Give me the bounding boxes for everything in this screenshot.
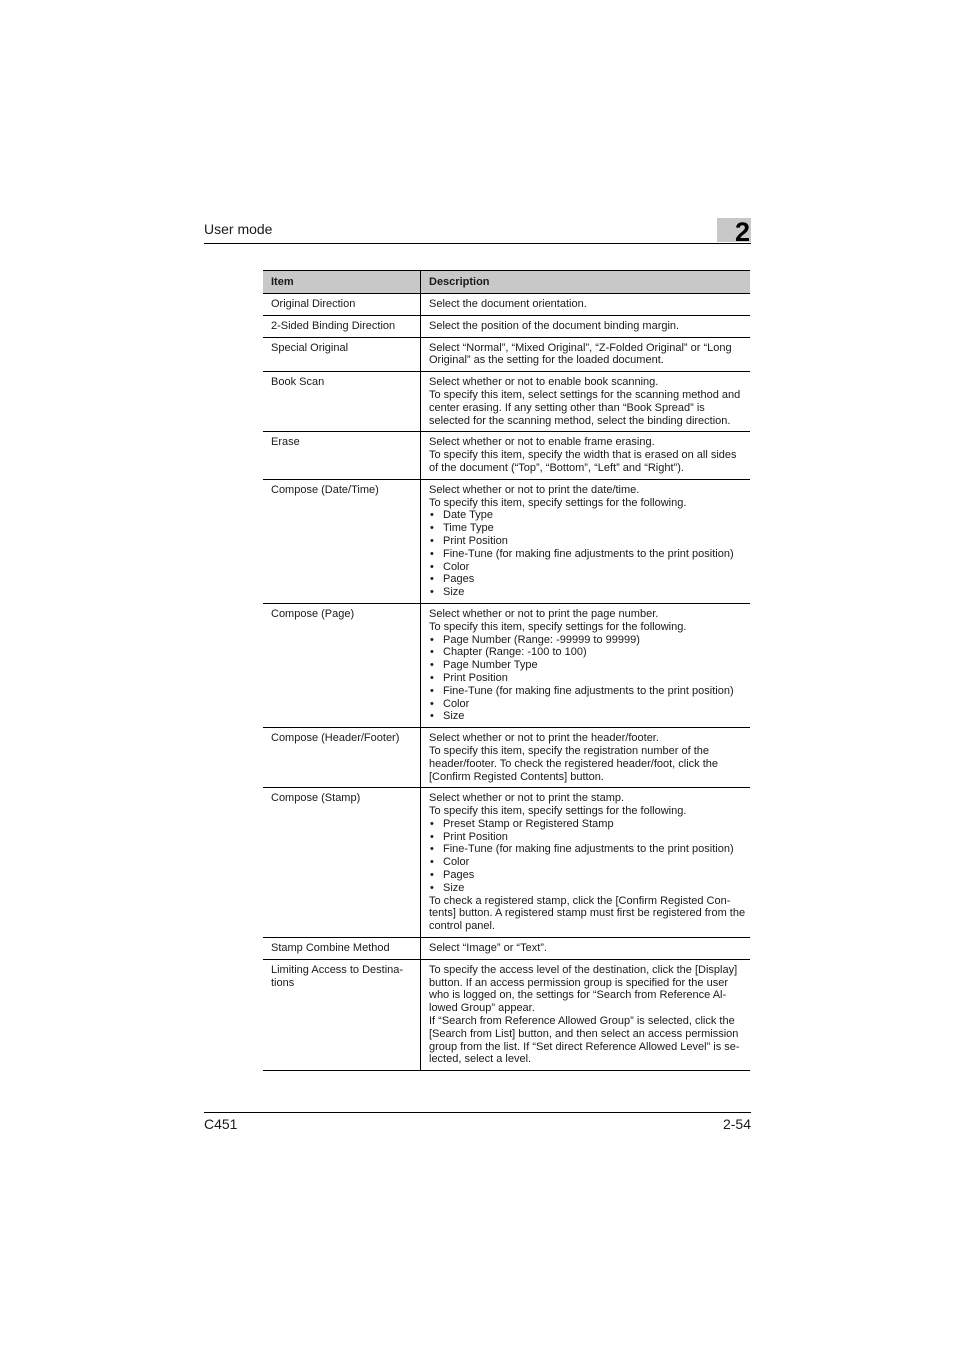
column-header-description: Description bbox=[421, 271, 751, 294]
description-text: Select whether or not to print the stamp. bbox=[429, 792, 625, 805]
description-text: Select the position of the document binding margin. bbox=[429, 319, 680, 332]
description-cell bbox=[421, 432, 751, 479]
column-header-item: Item bbox=[263, 271, 421, 294]
item-cell: Compose (Date/Time) bbox=[263, 479, 421, 603]
item-cell: 2-Sided Binding Direction bbox=[263, 315, 421, 337]
bullet-item: • Fine-Tune (for making fine adjustments to the print position) bbox=[429, 685, 746, 698]
description-cell bbox=[421, 603, 751, 727]
description-text: To specify this item, specify settings for the following. bbox=[429, 496, 687, 509]
bullet-item: • Page Number Type bbox=[429, 659, 746, 672]
description-cell bbox=[421, 372, 751, 432]
page-footer bbox=[204, 1112, 751, 1132]
description-cell bbox=[421, 315, 751, 337]
settings-table bbox=[263, 270, 750, 1071]
description-text: To specify this item, specify the registration number of the header/footer. To check the registered header/foot, click the [Confirm Registed Contents] button. bbox=[429, 744, 719, 783]
table-body bbox=[263, 294, 750, 1071]
footer-model: C451 bbox=[204, 1116, 238, 1132]
description-text: To specify this item, specify the width that is erased on all sides of the document (“Top”, “Bottom”, “Left” and “Right”). bbox=[429, 449, 737, 474]
description-text: To check a registered stamp, click the [Confirm Registed Con-tents] button. A registered stamp must first be registered from the control panel. bbox=[429, 894, 746, 933]
footer-page-number: 2-54 bbox=[722, 1116, 751, 1132]
table-row bbox=[263, 294, 750, 316]
bullet-item: • Print Position bbox=[429, 831, 746, 844]
description-text: Select “Normal”, “Mixed Original”, “Z-Folded Original” or “Long Original” as the setting for the loaded document. bbox=[429, 341, 732, 367]
bullet-item: • Color bbox=[429, 561, 746, 574]
bullet-list bbox=[429, 509, 746, 599]
bullet-item: • Fine-Tune (for making fine adjustments to the print position) bbox=[429, 843, 746, 856]
description-cell bbox=[421, 728, 751, 788]
description-text: To specify this item, select settings for the scanning method and center erasing. If any setting other than “Book Spread” is selected for the scanning method, select the binding direction. bbox=[429, 388, 741, 427]
chapter-number: 2 bbox=[734, 217, 750, 247]
description-cell bbox=[421, 788, 751, 938]
header-title: User mode bbox=[204, 221, 273, 237]
table-header-row bbox=[263, 271, 750, 294]
bullet-item: • Time Type bbox=[429, 522, 746, 535]
description-text: Select whether or not to print the date/time. bbox=[429, 483, 640, 496]
bullet-item: • Print Position bbox=[429, 672, 746, 685]
description-cell bbox=[421, 337, 751, 372]
item-cell: Limiting Access to Destina-tions bbox=[263, 959, 421, 1070]
bullet-item: • Size bbox=[429, 882, 746, 895]
bullet-item: • Fine-Tune (for making fine adjustments to the print position) bbox=[429, 548, 746, 561]
page-header bbox=[204, 217, 751, 247]
item-cell: Compose (Header/Footer) bbox=[263, 728, 421, 788]
table-row bbox=[263, 728, 750, 788]
item-cell: Compose (Page) bbox=[263, 603, 421, 727]
bullet-item: • Size bbox=[429, 586, 746, 599]
description-text: To specify this item, specify settings for the following. bbox=[429, 620, 687, 633]
bullet-item: • Color bbox=[429, 698, 746, 711]
description-text: To specify this item, specify settings for the following. bbox=[429, 805, 687, 818]
item-cell: Stamp Combine Method bbox=[263, 938, 421, 960]
bullet-item: • Page Number (Range: -99999 to 99999) bbox=[429, 634, 746, 647]
table-row bbox=[263, 315, 750, 337]
table-row bbox=[263, 603, 750, 727]
item-cell: Original Direction bbox=[263, 294, 421, 316]
description-cell bbox=[421, 294, 751, 316]
bullet-item: • Preset Stamp or Registered Stamp bbox=[429, 818, 746, 831]
item-cell: Book Scan bbox=[263, 372, 421, 432]
table-row bbox=[263, 788, 750, 938]
bullet-item: • Pages bbox=[429, 573, 746, 586]
description-text: Select whether or not to enable book scanning. bbox=[429, 376, 659, 389]
description-cell bbox=[421, 938, 751, 960]
bullet-item: • Date Type bbox=[429, 509, 746, 522]
item-cell: Compose (Stamp) bbox=[263, 788, 421, 938]
bullet-list bbox=[429, 634, 746, 724]
description-text: To specify the access level of the destination, click the [Display] button. If an access permission group is specified for the user who is logged on, the settings for “Search from Reference Al-lowed Group” appear. bbox=[429, 963, 738, 1015]
item-cell: Erase bbox=[263, 432, 421, 479]
bullet-item: • Print Position bbox=[429, 535, 746, 548]
item-cell: Special Original bbox=[263, 337, 421, 372]
bullet-list bbox=[429, 818, 746, 895]
description-text: Select whether or not to print the page number. bbox=[429, 607, 659, 620]
description-cell bbox=[421, 959, 751, 1070]
chapter-tab bbox=[717, 217, 751, 247]
description-cell bbox=[421, 479, 751, 603]
table-row bbox=[263, 938, 750, 960]
bullet-item: • Color bbox=[429, 856, 746, 869]
table-row bbox=[263, 372, 750, 432]
bullet-item: • Pages bbox=[429, 869, 746, 882]
description-text: If “Search from Reference Allowed Group” is selected, click the [Search from List] button, and then select an access permission group from the list. If “Set direct Reference Allowed Level” is se-lected, select a level. bbox=[429, 1015, 740, 1066]
table-row bbox=[263, 337, 750, 372]
description-text: Select “Image” or “Text”. bbox=[429, 942, 547, 955]
table-row bbox=[263, 432, 750, 479]
description-text: Select whether or not to enable frame erasing. bbox=[429, 436, 655, 449]
description-text: Select the document orientation. bbox=[429, 298, 587, 310]
bullet-item: • Chapter (Range: -100 to 100) bbox=[429, 646, 746, 659]
bullet-item: • Size bbox=[429, 710, 746, 723]
table-row bbox=[263, 479, 750, 603]
table-row bbox=[263, 959, 750, 1070]
description-text: Select whether or not to print the header/footer. bbox=[429, 732, 659, 745]
